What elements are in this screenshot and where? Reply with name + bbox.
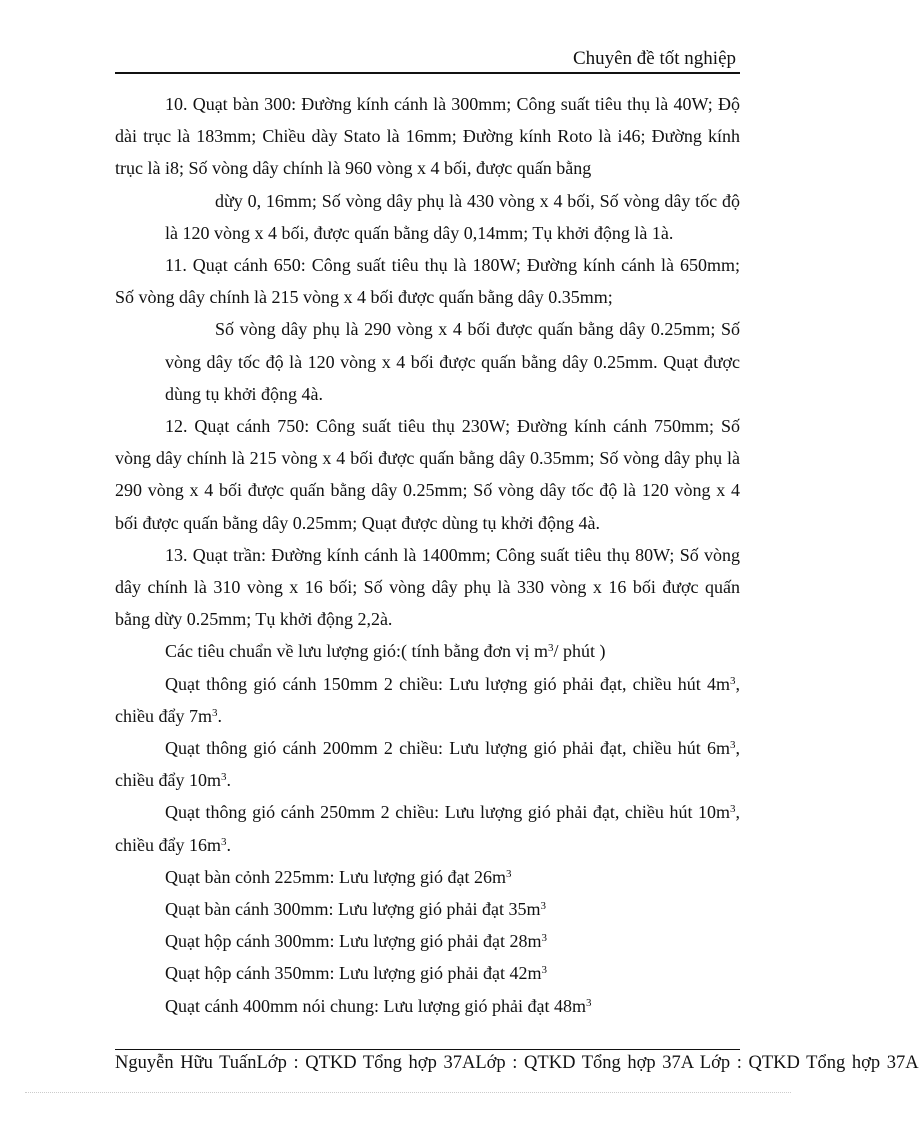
airflow-standards-intro: Các tiêu chuẩn về lưu lượng gió:( tính bằng đơn vị $m^3/$ phút ) <box>165 641 606 662</box>
airflow-item-200mm: Quạt thông gió cánh 200mm 2 chiều: Lưu lượng gió phải đạt, chiều hút $6m^3$, chiều đẩy $10m^3$. <box>115 738 740 791</box>
airflow-item-250mm: Quạt thông gió cánh 250mm 2 chiều: Lưu lượng gió phải đạt, chiều hút $10m^3$, chiều đẩy $16m^3$. <box>115 802 740 855</box>
paragraph-12: 12. Quạt cánh 750: Công suất tiêu thụ 230W; Đường kính cánh 750mm; Số vòng dây chính là 215 vòng x 4 bối được quấn bằng dây 0.35mm; Số vòng dây phụ là 290 vòng x 4 bối được quấn bằng dây 0.25mm; Số vòng dây tốc độ là 120 vòng x 4 bối được quấn bằng dây 0.25mm; Quạt được dùng tụ khởi động 4à. <box>115 416 740 533</box>
document-body <box>115 88 740 1022</box>
paragraph-11 <box>115 249 740 410</box>
airflow-line-400: Quạt cánh 400mm nói chung: Lưu lượng gió phải đạt $48m^3$ <box>165 995 592 1016</box>
airflow-line-desk-300: Quạt bàn cánh 300mm: Lưu lượng gió phải đạt $35m^3$ <box>165 899 546 920</box>
paragraph-13: 13. Quạt trần: Đường kính cánh là 1400mm; Công suất tiêu thụ 80W; Số vòng dây chính là 310 vòng x 16 bối; Số vòng dây phụ là 330 vòng x 16 bối được quấn bằng dừy 0.25mm; Tụ khởi động 2,2à. <box>115 544 740 630</box>
paragraph-10-part-1: 10. Quạt bàn 300: Đường kính cánh là 300mm; Công suất tiêu thụ là 40W; Độ dài trục là 183mm; Chiều dày Stato là 16mm; Đường kính Roto là i46; Đường kính trục là i8; Số vòng dây chính là 960 vòng x 4 bối, được quấn bằng <box>115 94 740 179</box>
airflow-line-box-300: Quạt hộp cánh 300mm: Lưu lượng gió phải đạt $28m^3$ <box>165 931 547 952</box>
airflow-line-desk-225: Quạt bàn cỏnh 225mm: Lưu lượng gió đạt $26m^3$ <box>165 866 512 887</box>
header-divider <box>115 72 740 74</box>
paragraph-11-part-2: Số vòng dây phụ là 290 vòng x 4 bối được quấn bằng dây 0.25mm; Số vòng dây tốc độ là 120 vòng x 4 bối được quấn bằng dây 0.25mm. Quạt được dùng tụ khởi động 4à. <box>165 319 740 404</box>
airflow-line-box-350: Quạt hộp cánh 350mm: Lưu lượng gió phải đạt $42m^3$ <box>165 963 547 984</box>
footer-divider <box>115 1049 740 1050</box>
paragraph-11-part-1: 11. Quạt cánh 650: Công suất tiêu thụ là 180W; Đường kính cánh là 650mm; Số vòng dây chính là 215 vòng x 4 bối được quấn bằng dây 0.35mm; <box>115 255 740 308</box>
page-footer-text: Nguyễn Hữu TuấnLớp : QTKD Tổng hợp 37ALớp : QTKD Tổng hợp 37A Lớp : QTKD Tổng hợp 37A <box>115 1053 919 1073</box>
page-header-title: Chuyên đề tốt nghiệp <box>572 48 736 69</box>
airflow-item-150mm: Quạt thông gió cánh 150mm 2 chiều: Lưu lượng gió phải đạt, chiều hút $4m^3$, chiều đẩy $7m^3$. <box>115 673 740 726</box>
paragraph-10 <box>115 88 740 249</box>
page-bottom-dotted-line <box>25 1092 791 1093</box>
paragraph-10-part-2: dừy 0, 16mm; Số vòng dây phụ là 430 vòng x 4 bối, Số vòng dây tốc độ là 120 vòng x 4 bối, được quấn bằng dây 0,14mm; Tụ khởi động là 1à. <box>165 190 740 243</box>
